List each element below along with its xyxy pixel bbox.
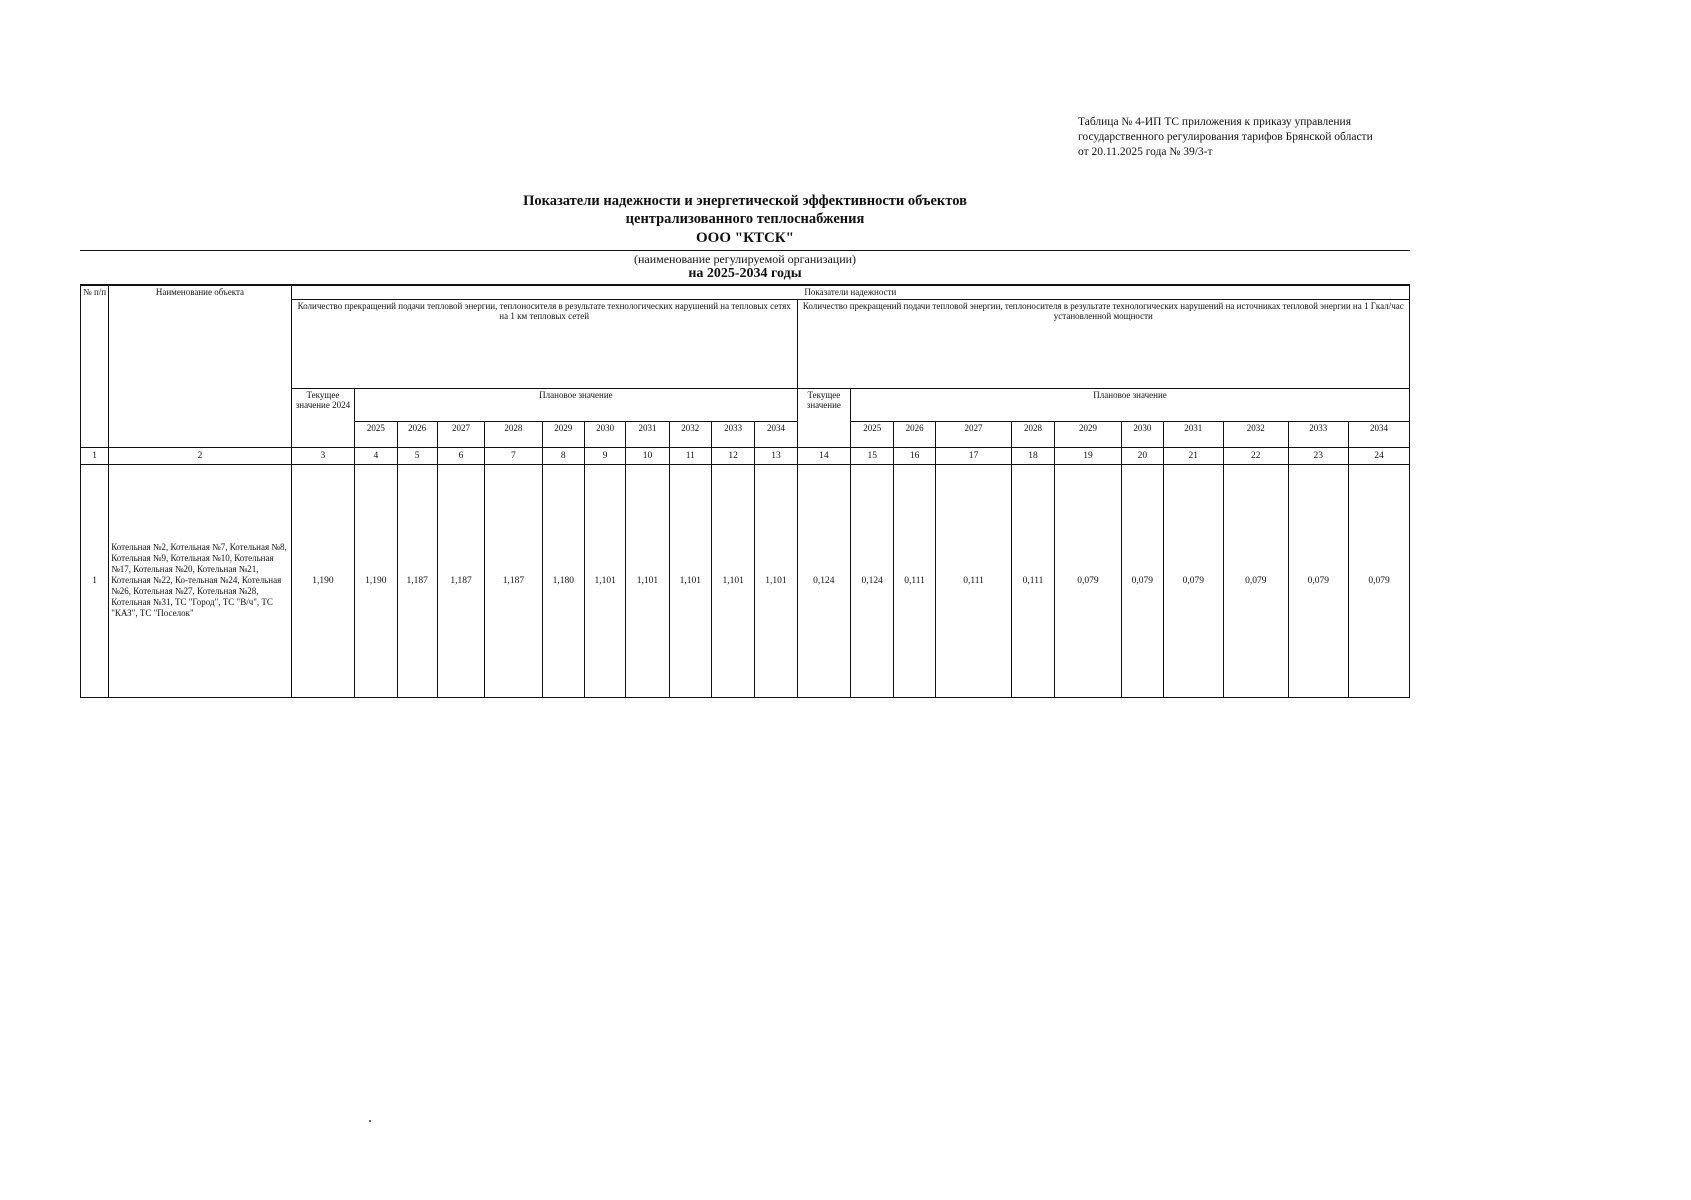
header-current-value-network: Текущее значение 2024 [291, 388, 355, 447]
value-cell: 0,079 [1224, 464, 1289, 697]
column-index: 8 [542, 447, 584, 464]
organization-caption: (наименование регулируемой организации) [633, 252, 857, 266]
period-title: на 2025-2034 годы [688, 266, 802, 281]
note-line-1: Таблица № 4-ИП ТС приложения к приказу управления [1078, 116, 1351, 128]
year-header: 2029 [542, 421, 584, 447]
column-index: 20 [1122, 447, 1163, 464]
table-row [81, 464, 1410, 697]
year-header: 2033 [711, 421, 754, 447]
value-cell: 1,187 [437, 464, 484, 697]
year-header: 2025 [851, 421, 894, 447]
value-cell: 1,190 [355, 464, 397, 697]
column-index: 5 [397, 447, 437, 464]
column-index: 6 [437, 447, 484, 464]
document-title [80, 192, 1410, 228]
title-line-1: Показатели надежности и энергетической эффективности объектов [523, 193, 967, 209]
column-index: 22 [1224, 447, 1289, 464]
column-index: 1 [81, 447, 109, 464]
year-header: 2033 [1288, 421, 1348, 447]
value-cell: 0,111 [1012, 464, 1054, 697]
header-heat-source-interruptions: Количество прекращений подачи тепловой энергии, теплоносителя в результате технологических нарушений на источниках тепловой энергии на 1 Гкал/час установленной мощности [797, 299, 1409, 388]
column-index: 11 [669, 447, 711, 464]
year-header: 2026 [397, 421, 437, 447]
value-cell: 0,111 [935, 464, 1012, 697]
note-line-2: государственного регулирования тарифов Брянской области [1078, 131, 1373, 143]
year-header: 2026 [894, 421, 935, 447]
year-header: 2030 [584, 421, 625, 447]
title-line-2: централизованного теплоснабжения [625, 211, 865, 227]
order-reference-note [1078, 115, 1418, 160]
column-index: 24 [1349, 447, 1410, 464]
row-number: 1 [81, 464, 109, 697]
year-header: 2030 [1122, 421, 1163, 447]
column-index: 10 [626, 447, 669, 464]
value-cell: 0,079 [1288, 464, 1348, 697]
column-index: 16 [894, 447, 935, 464]
column-index: 12 [711, 447, 754, 464]
object-name-cell: Котельная №2, Котельная №7, Котельная №8, Котельная №9, Котельная №10, Котельная №17, Котельная №20, Котельная №21, Котельная №22, Ко-тельная №24, Котельная №26, Котельная №27, Котельная №28, Котельная №31, ТС "Город", ТС "В/ч", ТС "КАЗ", ТС "Поселок" [109, 464, 291, 697]
value-cell: 1,101 [584, 464, 625, 697]
year-header: 2031 [1163, 421, 1223, 447]
year-header: 2025 [355, 421, 397, 447]
value-cell: 1,101 [711, 464, 754, 697]
value-cell: 1,187 [485, 464, 542, 697]
column-index: 13 [755, 447, 797, 464]
column-index: 2 [109, 447, 291, 464]
year-header: 2032 [1224, 421, 1289, 447]
column-index: 18 [1012, 447, 1054, 464]
header-object-name: Наименование объекта [109, 285, 291, 447]
value-cell: 0,124 [851, 464, 894, 697]
year-header: 2034 [755, 421, 797, 447]
column-index: 17 [935, 447, 1012, 464]
year-header: 2028 [485, 421, 542, 447]
column-index-row [81, 447, 1410, 464]
column-index: 21 [1163, 447, 1223, 464]
value-cell: 1,101 [626, 464, 669, 697]
year-header: 2032 [669, 421, 711, 447]
value-cell: 1,101 [755, 464, 797, 697]
column-index: 9 [584, 447, 625, 464]
year-header: 2029 [1054, 421, 1122, 447]
organization-name: ООО "КТСК" [696, 230, 794, 246]
value-cell: 0,079 [1163, 464, 1223, 697]
header-reliability-indicators: Показатели надежности [291, 285, 1409, 299]
year-header: 2027 [935, 421, 1012, 447]
value-cell: 0,079 [1349, 464, 1410, 697]
header-row-number: № п/п [81, 285, 109, 447]
column-index: 19 [1054, 447, 1122, 464]
value-cell: 0,124 [797, 464, 850, 697]
value-cell: 0,111 [894, 464, 935, 697]
value-cell: 1,101 [669, 464, 711, 697]
scan-speck [369, 1120, 371, 1122]
value-cell: 0,079 [1122, 464, 1163, 697]
column-index: 3 [291, 447, 355, 464]
value-cell: 1,180 [542, 464, 584, 697]
header-planned-value-network: Плановое значение [355, 388, 797, 421]
value-cell: 1,190 [291, 464, 355, 697]
header-planned-value-source: Плановое значение [851, 388, 1410, 421]
year-header: 2034 [1349, 421, 1410, 447]
year-header: 2027 [437, 421, 484, 447]
reliability-table [80, 284, 1410, 698]
year-header: 2031 [626, 421, 669, 447]
column-index: 7 [485, 447, 542, 464]
column-index: 4 [355, 447, 397, 464]
column-index: 14 [797, 447, 850, 464]
header-current-value-source: Текущее значение [797, 388, 850, 447]
year-header: 2028 [1012, 421, 1054, 447]
value-cell: 1,187 [397, 464, 437, 697]
organization-underline [80, 250, 1410, 251]
note-line-3: от 20.11.2025 года № 39/3-т [1078, 146, 1213, 158]
column-index: 15 [851, 447, 894, 464]
header-heat-network-interruptions: Количество прекращений подачи тепловой энергии, теплоносителя в результате технологических нарушений на тепловых сетях на 1 км тепловых сетей [291, 299, 797, 388]
column-index: 23 [1288, 447, 1348, 464]
value-cell: 0,079 [1054, 464, 1122, 697]
